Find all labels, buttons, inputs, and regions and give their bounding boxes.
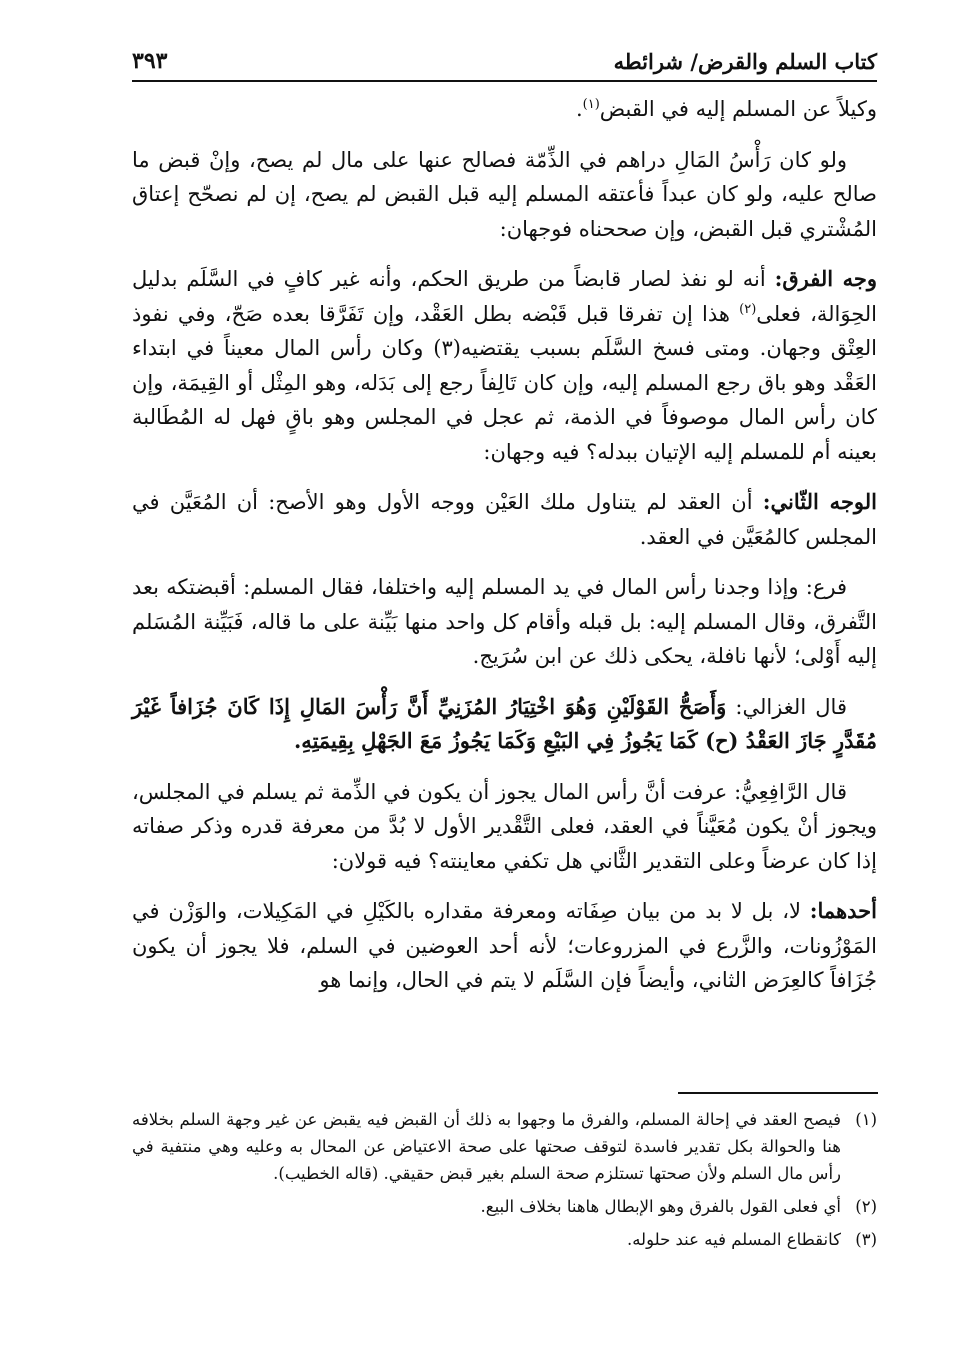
paragraph-lead: أحدهما:	[809, 898, 877, 923]
footnote-ref-1[interactable]: (١)	[582, 97, 600, 112]
running-title: كتاب السلم والقرض/ شرائطه	[613, 49, 877, 74]
page-header	[132, 38, 877, 82]
footnote-2	[132, 1193, 877, 1220]
footnotes	[132, 1106, 877, 1259]
paragraph-8: أحدهما: لا، بل لا بد من بيان صِفَاته ومعرفة مقداره بالكَيْلِ في المَكِيلات، والوَزْن في المَوْزُونات، والزَّرع في المزروعات؛ لأنه أحد العوضين في السلم، فلا يجوز أن يكون جُزَافاً كالعِرَض الثاني، وأيضاً فإن السَّلَم لا يتم في الحال، وإنما هو	[132, 898, 877, 992]
paragraph-4: الوجه الثّاني: أن العقد لم يتناول ملك العَيْن ووجه الأول وهو الأصح: أن المُعَيَّن في المجلس كالمُعَيَّن في العقد.	[132, 489, 878, 549]
footnote-number: (١)	[855, 1110, 877, 1129]
page-number: ٣٩٣	[132, 48, 168, 74]
footnote-text: أي فعلى القول بالفرق وهو الإبطال هاهنا بخلاف البيع.	[480, 1197, 841, 1216]
paragraph-1: وكيلاً عن المسلم إليه في القبض$^{(١)}$.	[575, 97, 877, 121]
paragraph-7: قال الرَّافِعِيُّ: عرفت أنَّ رأس المال يجوز أن يكون في الذِّمة ثم يسلم في المجلس، ويجوز أنْ يكون مُعَيَّناً في العقد، فعلى التَّقْدير الأول لا بُدَّ من معرفة قدره وذكر صفاته إذا كان عرضاً وعلى التقدير الثَّاني هل تكفي معاينته؟ فيه قولان:	[132, 779, 877, 873]
footnote-1	[132, 1106, 877, 1187]
paragraph-3: وجه الفرق: أنه لو نفذ لصار قابضاً من طريق الحكم، وأنه غير كافٍ في السَّلَم بدليل الحِوَالة، فعلى$^{(٢)}$ هذا إن تفرقا قبل قَبْضه بطل العَقْد، وإن تَفَرَّقا بعده صَحّ، وفي نفوذ العِتْق وجهان. ومتى فسخ السَّلَم بسبب يقتضيه(٣) وكان رأس المال معيناً في ابتداء العَقْد وهو باق رجع المسلم إليه، وإن كان تَالِفاً رجع إلى بَدَله، وهو المِثْل أو القِيمَة، وإن كان رأس المال موصوفاً في الذمة، ثم عجل في المجلس وهو باقٍ فهل له المُطَالبة بعينه أم للمسلم إليه الإتيان ببدله؟ فيه وجهان:	[132, 266, 877, 464]
footnote-text: كانقطاع المسلم فيه عند حلوله.	[626, 1230, 841, 1249]
footnote-ref-2[interactable]: (٢)	[739, 301, 757, 317]
paragraph-5: فرع: وإذا وجدنا رأس المال في يد المسلم إليه واختلفا، فقال المسلم: أقبضتكه بعد التَّفرق، وقال المسلم إليه: بل قبله وأقام كل واحد منها بَيِّنة على ما قاله، فَبَيِّنة المُسَلم إليه أَوْلى؛ لأنها نافلة، يحكى ذلك عن ابن سُرَيج.	[132, 575, 877, 668]
paragraph-lead: وجه الفرق:	[774, 266, 877, 291]
footnote-divider	[678, 1092, 878, 1094]
footnote-3	[132, 1226, 877, 1253]
paragraph-lead: الوجه الثّاني:	[762, 489, 878, 514]
footnote-number: (٣)	[855, 1230, 877, 1249]
quoted-matn: وَأَصَحُّ القَوْلَيْنِ وَهُوَ اخْتِيَارُ المُزَنِيِّ أَنَّ رَأْسَ المَالِ إِذَا كَانَ جُزَافاً غَيْرَ مُقَدَّرٍ جَازَ العَقْدُ (ح) كَمَا يَجُوزُ فِي البَيْعِ وَكَمَا يَجُوزُ مَعَ الجَهْلِ بِقِيمَتِهِ.	[132, 693, 877, 753]
paragraph-6: قال الغزالي: وَأَصَحُّ القَوْلَيْنِ وَهُوَ اخْتِيَارُ المُزَنِيِّ أَنَّ رَأْسَ المَالِ إِذَا كَانَ جُزَافاً غَيْرَ مُقَدَّرٍ جَازَ العَقْدُ (ح) كَمَا يَجُوزُ فِي البَيْعِ وَكَمَا يَجُوزُ مَعَ الجَهْلِ بِقِيمَتِهِ.	[132, 693, 877, 753]
footnote-text: فيصح العقد في إحالة المسلم، والفرق ما وجهوا به ذلك أن القبض فيه يقبض عن غير وجهة السلم بخلافه هنا والحوالة بكل تقدير فاسدة لتوقف صحتها على صحة الاعتياض عن المحال به وعليه وهي منتفية في رأس مال السلم ولأن صحتها تستلزم صحة السلم بغير قبض حقيقي. (قاله الخطيب).	[132, 1110, 841, 1183]
footnote-number: (٢)	[855, 1197, 877, 1216]
paragraph-2: ولو كان رَأْسُ المَالِ دراهم في الذِّمّة فصالح عنها على مال لم يصح، وإنْ قبض ما صالح عليه، ولو كان عبداً فأعتقه المسلم إليه قبل القبض لم يصح، إن لم نصحّح إعتاق المُشْتري قبل القبض، وإن صححناه فوجهان:	[132, 147, 877, 241]
main-text	[132, 92, 877, 1014]
